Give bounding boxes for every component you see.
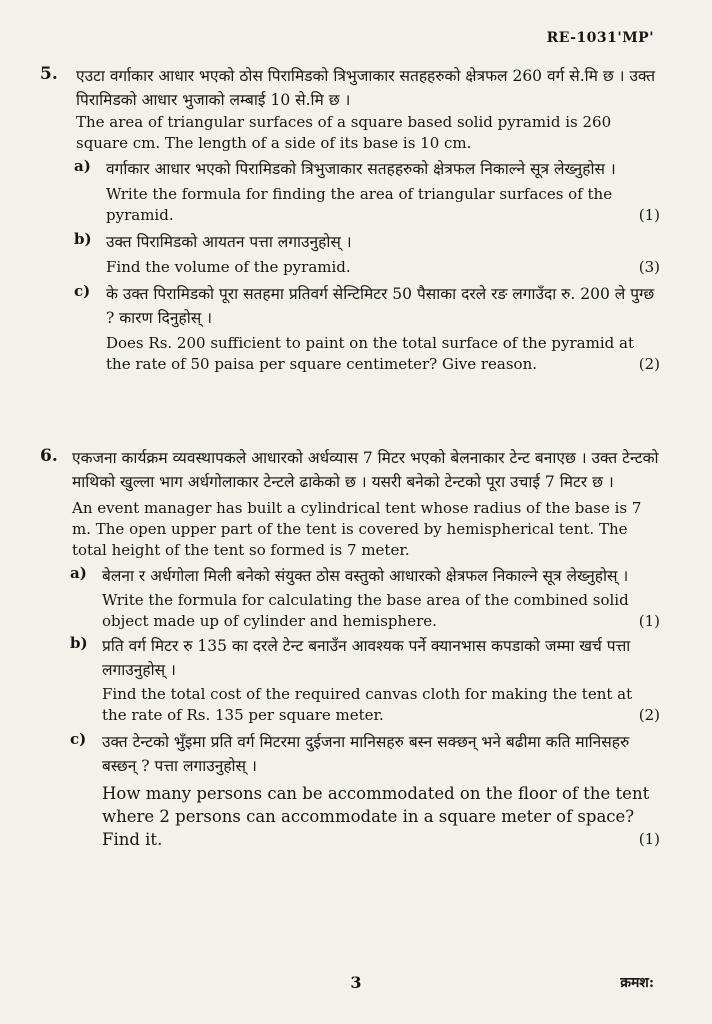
subquestion-nepali: उक्त टेन्टको भुँइमा प्रति वर्ग मिटरमा दुईजना मानिसहरु बस्न सक्छन् भने बढीमा कति मानिसहरु बस्छन् ? पत्ता लगाउनुहोस् । [102,733,630,775]
marks: (3) [638,258,660,276]
page-number: 3 [350,973,362,992]
subquestion-label: c) [74,282,91,300]
continued-label: क्रमश: [620,975,654,991]
subquestion-5a [76,157,660,226]
subquestion-label: b) [70,634,88,652]
subquestion-5c [76,282,660,375]
question-intro-nepali: एउटा वर्गाकार आधार भएको ठोस पिरामिडको त्रिभुजाकार सतहहरुको क्षेत्रफल 260 वर्ग से.मि छ । उक्त पिरामिडको आधार भुजाको लम्बाई 10 से.मि छ । [76,67,656,109]
subquestion-nepali: के उक्त पिरामिडको पूरा सतहमा प्रतिवर्ग सेन्टिमिटर 50 पैसाका दरले रङ लगाउँदा रु. 200 ले पुग्छ ? कारण दिनुहोस् । [106,285,655,327]
marks: (2) [638,706,660,724]
subquestion-6a [72,564,660,632]
question-number: 6. [40,446,58,466]
question-intro-english: The area of triangular surfaces of a square based solid pyramid is 260 square cm. The length of a side of its base is 10 cm. [76,113,612,152]
subquestion-6c [72,730,660,851]
subquestion-nepali: उक्त पिरामिडको आयतन पत्ता लगाउनुहोस् । [106,233,352,251]
subquestion-english: Find the volume of the pyramid. [106,258,351,276]
subquestion-english: Write the formula for finding the area of triangular surfaces of the pyramid. [106,185,613,224]
subquestion-english: How many persons can be accommodated on the floor of the tent where 2 persons can accommodate in a square meter of space? Find it. [102,784,650,849]
question-intro-nepali: एकजना कार्यक्रम व्यवस्थापकले आधारको अर्धव्यास 7 मिटर भएको बेलनाकार टेन्ट बनाएछ । उक्त टेन्टको माथिको खुल्ला भाग अर्धगोलाकार टेन्टले ढाकेको छ । यसरी बनेको टेन्टको पूरा उचाई 7 मिटर छ । [72,449,659,491]
subquestion-nepali: प्रति वर्ग मिटर रु 135 का दरले टेन्ट बनाउँन आवश्यक पर्ने क्यानभास कपडाको जम्मा खर्च पत्ता लगाउनुहोस् । [102,637,631,679]
question-5 [40,64,660,375]
subquestion-english: Find the total cost of the required canvas cloth for making the tent at the rate of Rs. 135 per square meter. [102,685,633,724]
subquestion-english: Write the formula for calculating the base area of the combined solid object made up of cylinder and hemisphere. [102,591,629,630]
subquestion-label: a) [70,564,87,582]
question-number: 5. [40,64,58,84]
subquestion-label: b) [74,230,92,248]
subquestion-5b [76,230,660,278]
subquestion-6b [72,634,660,726]
paper-code: RE-1031'MP' [546,30,654,46]
marks: (1) [638,612,660,630]
question-intro-english: An event manager has built a cylindrical tent whose radius of the base is 7 m. The open upper part of the tent is covered by hemispherical tent. The total height of the tent so formed is 7 meter. [72,499,642,559]
question-6 [40,446,660,851]
marks: (2) [638,355,660,373]
subquestion-label: a) [74,157,91,175]
marks: (1) [638,830,660,848]
subquestion-nepali: वर्गाकार आधार भएको पिरामिडको त्रिभुजाकार सतहहरुको क्षेत्रफल निकाल्ने सूत्र लेख्नुहोस । [106,160,616,178]
marks: (1) [638,206,660,224]
subquestion-label: c) [70,730,87,748]
subquestion-english: Does Rs. 200 sufficient to paint on the total surface of the pyramid at the rate of 50 paisa per square centimeter? Give reason. [106,334,634,373]
subquestion-nepali: बेलना र अर्धगोला मिली बनेको संयुक्त ठोस वस्तुको आधारको क्षेत्रफल निकाल्ने सूत्र लेख्नुहोस् । [102,567,629,585]
